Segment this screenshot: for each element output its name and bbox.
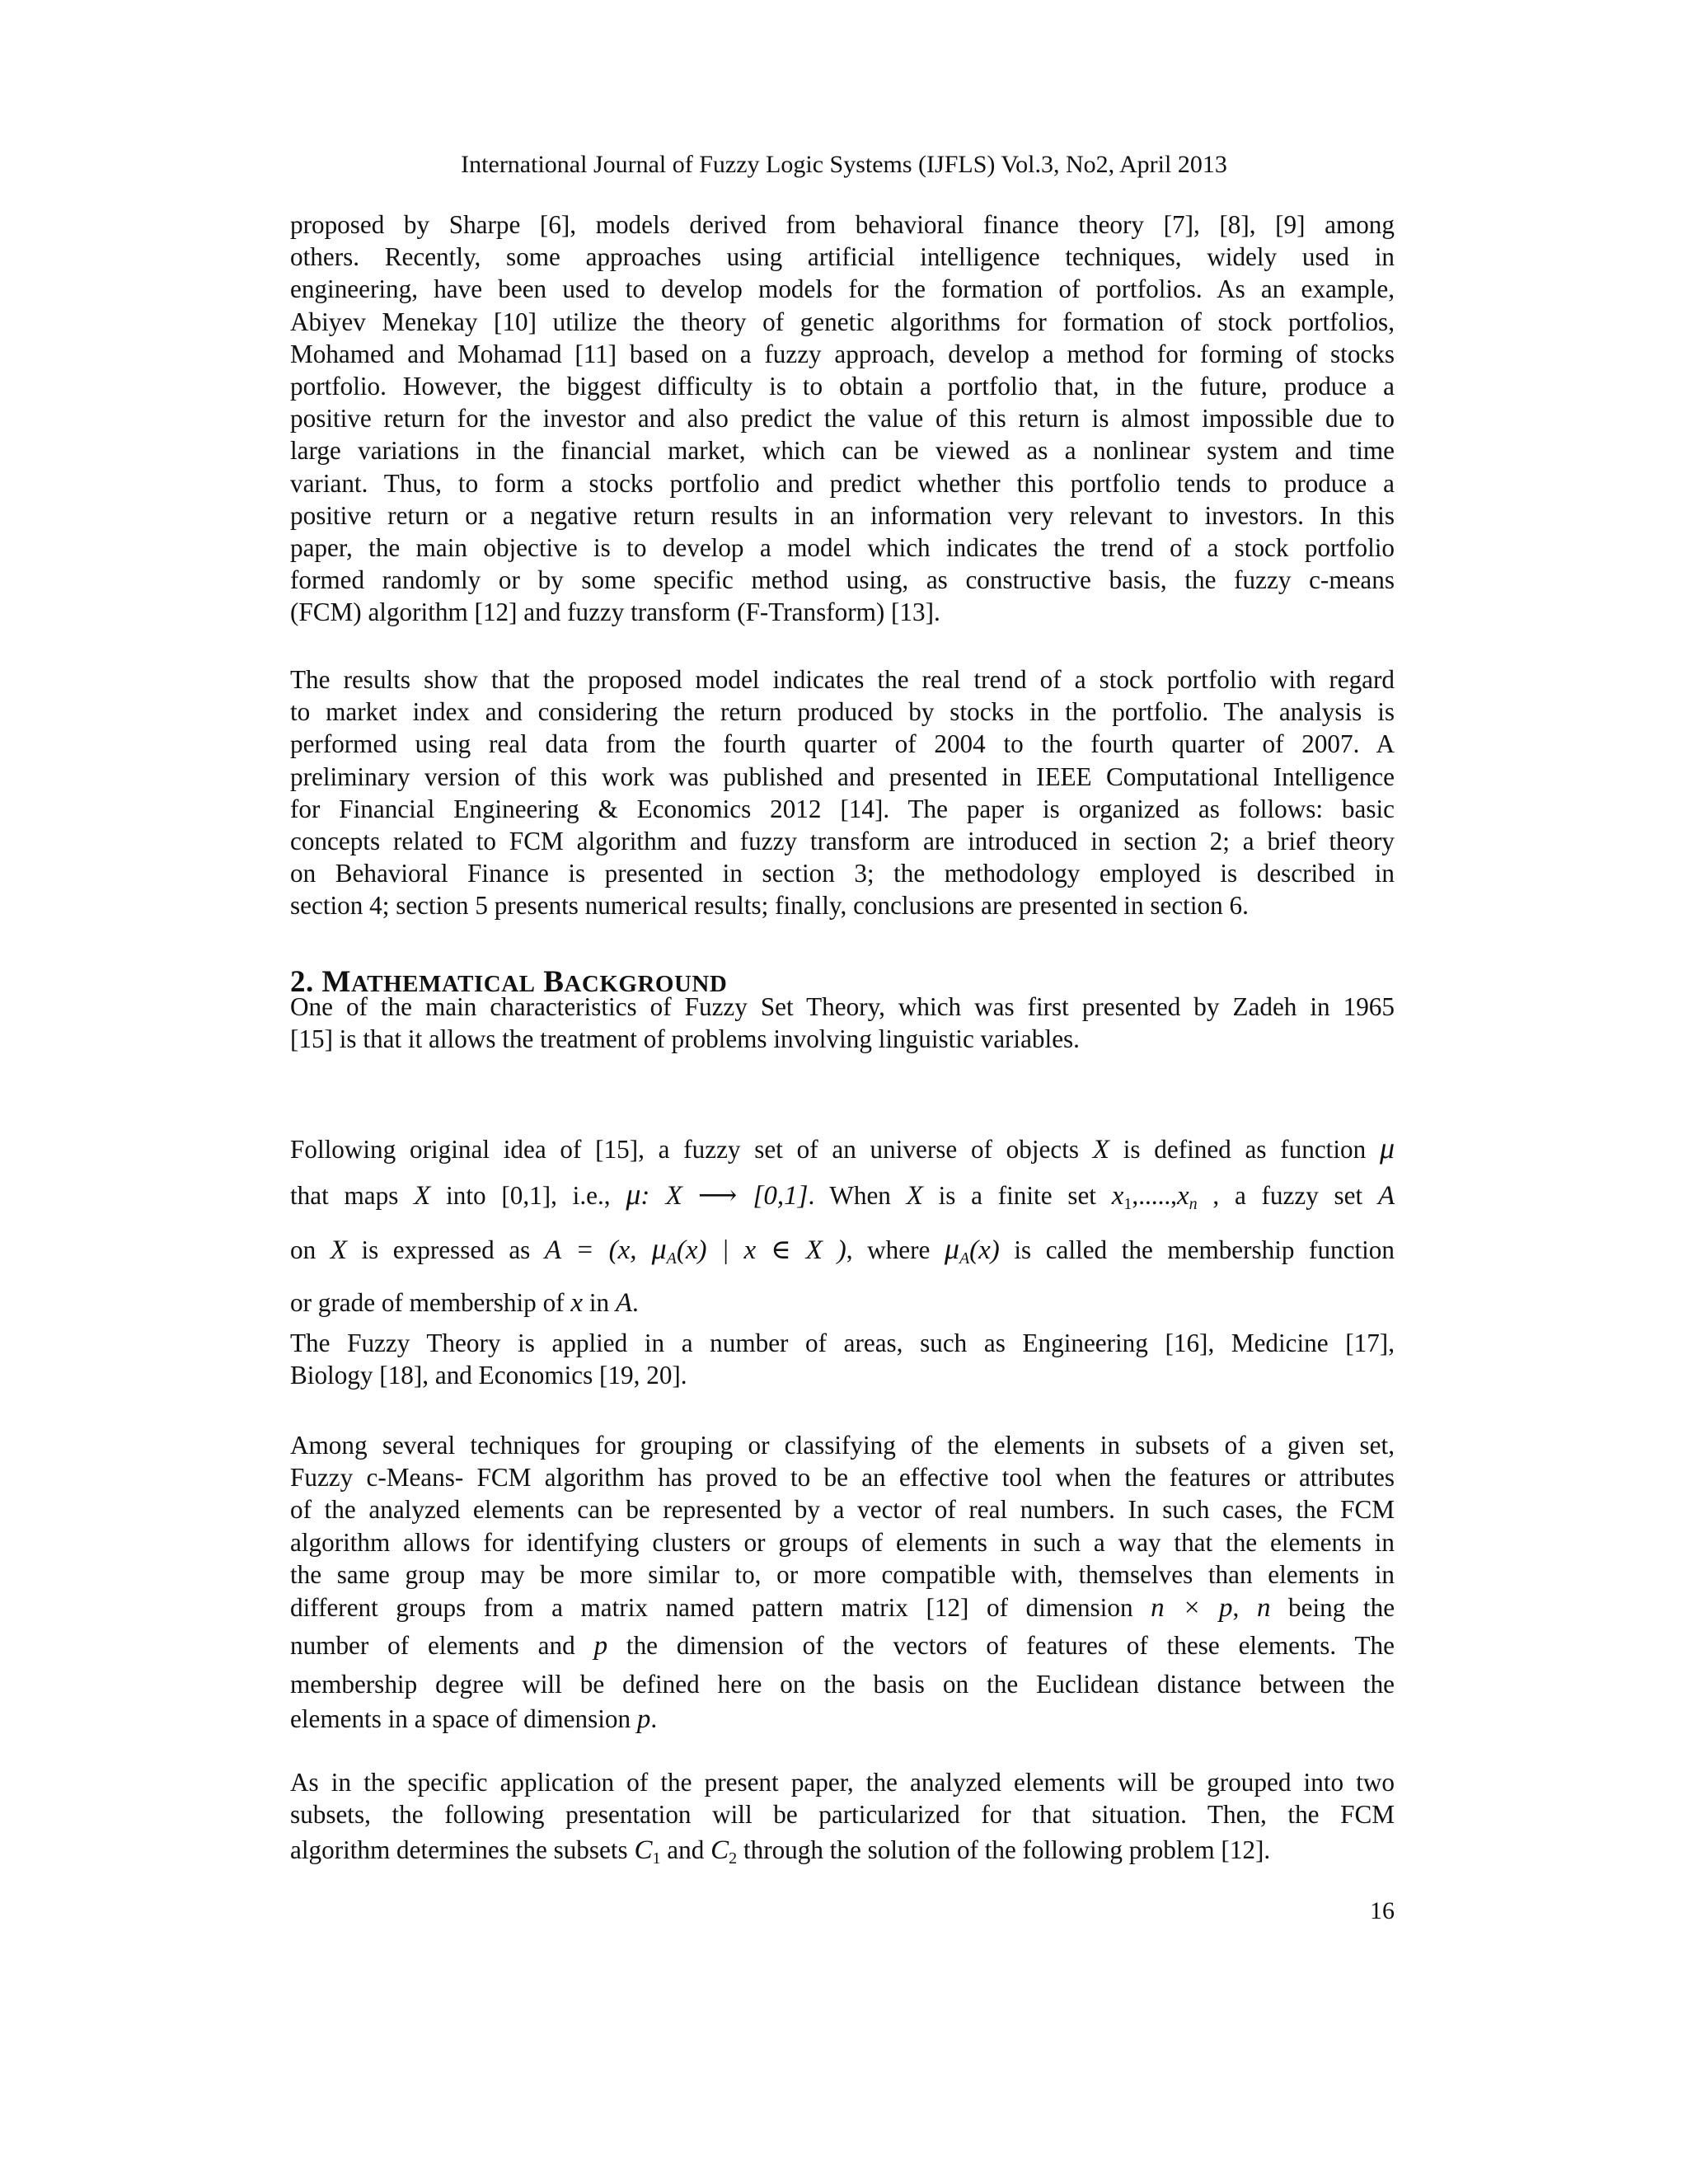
text-line: positive return for the investor and also predict the value of this return is almost impossible due to (290, 404, 1395, 434)
text-line: formed randomly or by some specific method using, as constructive basis, the fuzzy c-means (290, 565, 1395, 595)
running-header: International Journal of Fuzzy Logic Systems (IJFLS) Vol.3, No2, April 2013 (461, 151, 1227, 178)
text-line: The results show that the proposed model indicates the real trend of a stock portfolio with regard (290, 665, 1395, 694)
text-line: The Fuzzy Theory is applied in a number of areas, such as Engineering [16], Medicine [17], (290, 1329, 1395, 1357)
text-line: (FCM) algorithm [12] and fuzzy transform (F-Transform) [13]. (290, 598, 940, 627)
text-line: proposed by Sharpe [6], models derived from behavioral finance theory [7], [8], [9] among (290, 210, 1395, 239)
paragraph-fuzzy-set-definition: Following original idea of [15], a fuzzy set of an universe of objects X is defined as function μ that maps X into [0,1], i.e., μ: X ⟶ [0,1]. When X is a finite set $x_1,.....,x_n$ , a fuzzy set A on X is expressed as A = (x, $\mu_A(x)$ | x ∈ X ), where $\mu_A(x)$ is called the membership function or grade of membership of x in A. (290, 1132, 1395, 1318)
text-line: for Financial Engineering & Economics 2012 [14]. The paper is organized as follows: basic (290, 794, 1395, 823)
paragraph-fuzzy-set-theory (290, 991, 1395, 1055)
text-line: portfolio. However, the biggest difficulty is to obtain a portfolio that, in the future, produce a (290, 372, 1395, 401)
paragraph-fcm-problem: As in the specific application of the present paper, the analyzed elements will be grouped into two subsets, the following presentation will be particularized for that situation. Then, the FCM algorithm determines the subsets $C_1$ and $C_2$ through the solution of the following problem [12]. (290, 1768, 1395, 1868)
text-line: engineering, have been used to develop models for the formation of portfolios. As an example, (290, 274, 1395, 304)
text-line: section 4; section 5 presents numerical results; finally, conclusions are presented in section 6. (290, 891, 1249, 921)
text-line: variant. Thus, to form a stocks portfolio and predict whether this portfolio tends to produce a (290, 468, 1395, 498)
text-line: the same group may be more similar to, or more compatible with, themselves than elements in (290, 1559, 1395, 1589)
text-line: positive return or a negative return results in an information very relevant to investors. In this (290, 500, 1395, 530)
text-line: Among several techniques for grouping or classifying of the elements in subsets of a given set, (290, 1431, 1395, 1460)
text-line: large variations in the financial market, which can be viewed as a nonlinear system and time (290, 436, 1395, 466)
paragraph-results-overview (290, 663, 1395, 922)
text-line: Abiyev Menekay [10] utilize the theory of genetic algorithms for formation of stock portfolios, (290, 307, 1395, 336)
text-line: concepts related to FCM algorithm and fuzzy transform are introduced in section 2; a brief theory (290, 827, 1395, 856)
text-line: others. Recently, some approaches using artificial intelligence techniques, widely used in (290, 242, 1395, 272)
text-line: algorithm allows for identifying clusters or groups of elements in such a way that the elements in (290, 1527, 1395, 1557)
text-line: One of the main characteristics of Fuzzy Set Theory, which was first presented by Zadeh in 1965 (290, 992, 1395, 1021)
text-line: to market index and considering the return produced by stocks in the portfolio. The analysis is (290, 697, 1395, 727)
paragraph-fcm-description: Among several techniques for grouping or classifying of the elements in subsets of a given set, Fuzzy c-Means- FCM algorithm has proved to be an effective tool when the features or attributes of the analyzed elements can be represented by a vector of real numbers. In such cases, the FCM algorithm allows for identifying clusters or groups of elements in such a way that the elements in the same group may be more similar to, or more compatible with, themselves than elements in different groups from a matrix named pattern matrix [12] of dimension n × p, n being the number of elements and p the dimension of the vectors of features of these elements. The membership degree will be defined here on the basis on the Euclidean distance between the elements in a space of dimension p. (290, 1431, 1395, 1735)
text-line: paper, the main objective is to develop a model which indicates the trend of a stock portfolio (290, 533, 1395, 563)
text-line: Fuzzy c-Means- FCM algorithm has proved to be an effective tool when the features or attributes (290, 1463, 1395, 1493)
text-line: Biology [18], and Economics [19, 20]. (290, 1361, 687, 1390)
text-line: [15] is that it allows the treatment of problems involving linguistic variables. (290, 1024, 1080, 1054)
text-line: on Behavioral Finance is presented in section 3; the methodology employed is described in (290, 859, 1395, 888)
text-line: preliminary version of this work was published and presented in IEEE Computational Intelligence (290, 762, 1395, 791)
paragraph-intro-continued (290, 209, 1395, 629)
text-line: Mohamed and Mohamad [11] based on a fuzzy approach, develop a method for forming of stocks (290, 339, 1395, 368)
page-number: 16 (1370, 1897, 1395, 1924)
text-line: performed using real data from the fourth quarter of 2004 to the fourth quarter of 2007. A (290, 729, 1395, 759)
paragraph-fuzzy-applications (290, 1327, 1395, 1391)
section-heading: 2. MATHEMATICAL BACKGROUND (290, 965, 728, 999)
text-line: of the analyzed elements can be represented by a vector of real numbers. In such cases, the FCM (290, 1495, 1395, 1525)
